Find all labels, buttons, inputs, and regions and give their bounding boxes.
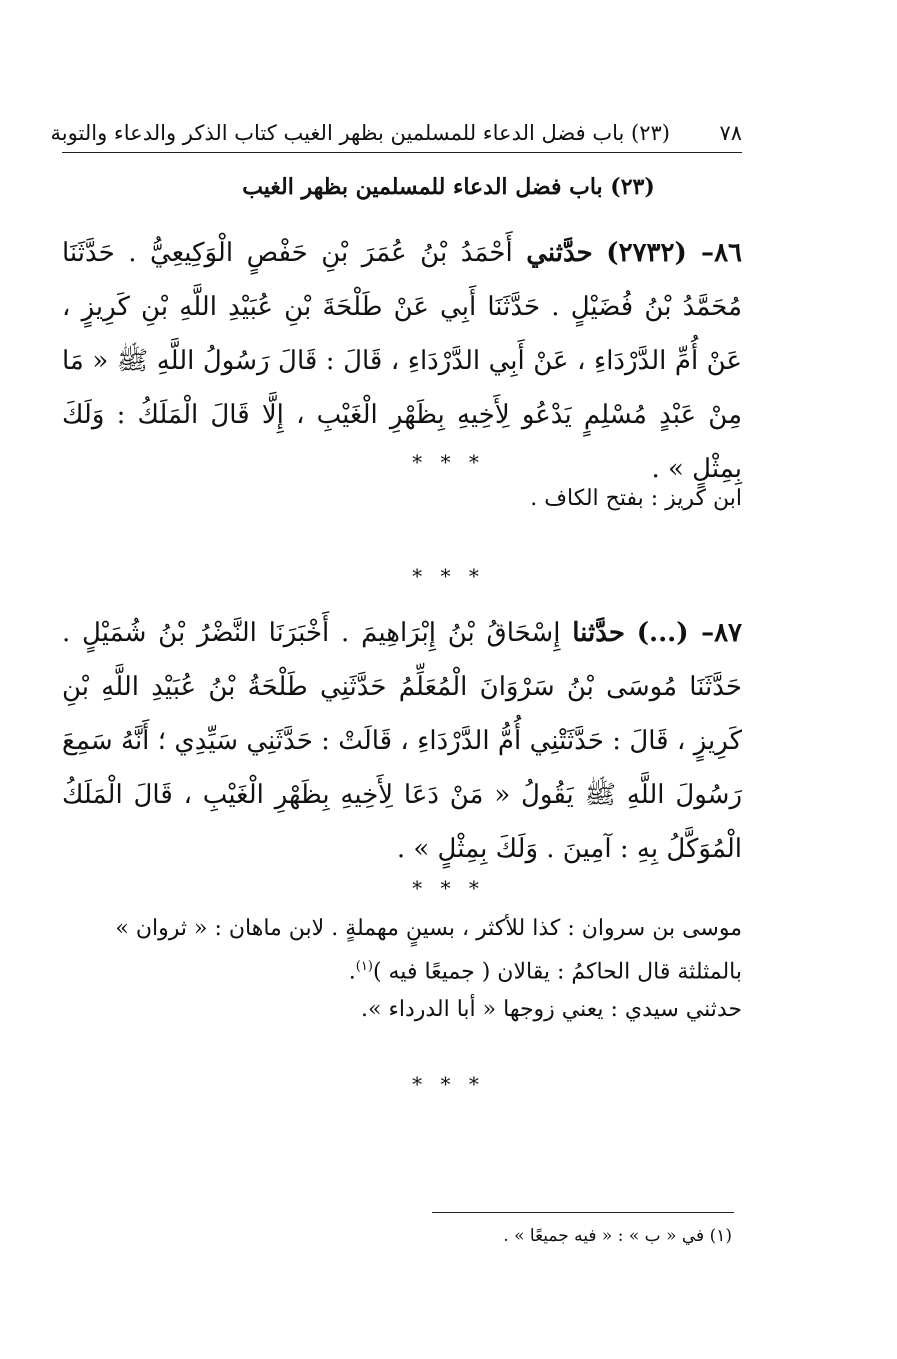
note-2-line-1: موسى بن سروان : كذا للأكثر ، بسينٍ مهملةٍ . لابن ماهان : « ثروان »	[115, 916, 742, 941]
note-musa-ibn-sarwan	[62, 910, 742, 1029]
footnote-1: (١) في « ب » : « فيه جميعًا » .	[503, 1226, 732, 1246]
hadith-86-opening: حدَّثني	[526, 238, 593, 268]
separator-2: * * *	[412, 564, 485, 588]
hadith-86-number: ٨٦– (٢٧٣٢)	[606, 238, 742, 268]
hadith-87-text: إِسْحَاقُ بْنُ إِبْرَاهِيمَ . أَخْبَرَنَا النَّضْرُ بْنُ شُمَيْلٍ . حَدَّثَنَا مُوسَى بْنُ سَرْوَانَ الْمُعَلِّمُ حَدَّثَنِي طَلْحَةُ بْنُ عُبَيْدِ اللَّهِ بْنِ كَرِيزٍ ، قَالَ : حَدَّثَتْنِي أُمُّ الدَّرْدَاءِ ، قَالَتْ : حَدَّثَنِي سَيِّدِي ؛ أَنَّهُ سَمِعَ رَسُولَ اللَّهِ ﷺ يَقُولُ « مَنْ دَعَا لِأَخِيهِ بِظَهْرِ الْغَيْبِ ، قَالَ الْمَلَكُ الْمُوَكَّلُ بِهِ : آمِينَ . وَلَكَ بِمِثْلٍ » .	[62, 618, 742, 864]
separator-1: * * *	[412, 450, 485, 474]
separator-4: * * *	[412, 1072, 485, 1096]
note-ibn-kariz: ابن كريز : بفتح الكاف .	[530, 486, 742, 511]
footnote-marker[interactable]: (١)	[355, 959, 373, 974]
hadith-86-text: أَحْمَدُ بْنُ عُمَرَ بْنِ حَفْصٍ الْوَكِيعِيُّ . حَدَّثَنَا مُحَمَّدُ بْنُ فُضَيْلٍ . حَدَّثَنَا أَبِي عَنْ طَلْحَةَ بْنِ عُبَيْدِ اللَّهِ بْنِ كَرِيزٍ ، عَنْ أُمِّ الدَّرْدَاءِ ، عَنْ أَبِي الدَّرْدَاءِ ، قَالَ : قَالَ رَسُولُ اللَّهِ ﷺ « مَا مِنْ عَبْدٍ مُسْلِمٍ يَدْعُو لِأَخِيهِ بِظَهْرِ الْغَيْبِ ، إِلَّا قَالَ الْمَلَكُ : وَلَكَ بِمِثْلٍ » .	[62, 238, 742, 484]
running-header	[50, 118, 742, 153]
hadith-87-opening: حدَّثنا	[572, 618, 625, 648]
running-title: (٢٣) باب فضل الدعاء للمسلمين بظهر الغيب كتاب الذكر والدعاء والتوبة	[50, 121, 670, 145]
note-2-line-2: بالمثلثة قال الحاكمُ : يقالان ( جميعًا فيه )$^{(١)}$.	[348, 959, 742, 985]
chapter-title: (٢٣) باب فضل الدعاء للمسلمين بظهر الغيب	[242, 174, 655, 200]
footnote-rule	[432, 1212, 734, 1213]
separator-3: * * *	[412, 876, 485, 900]
hadith-87	[62, 606, 742, 876]
page-number: ٧٨	[719, 121, 742, 145]
note-2-line-3: حدثني سيدي : يعني زوجها « أبا الدرداء ».	[361, 997, 742, 1023]
hadith-87-number: ٨٧– (...)	[636, 618, 743, 648]
